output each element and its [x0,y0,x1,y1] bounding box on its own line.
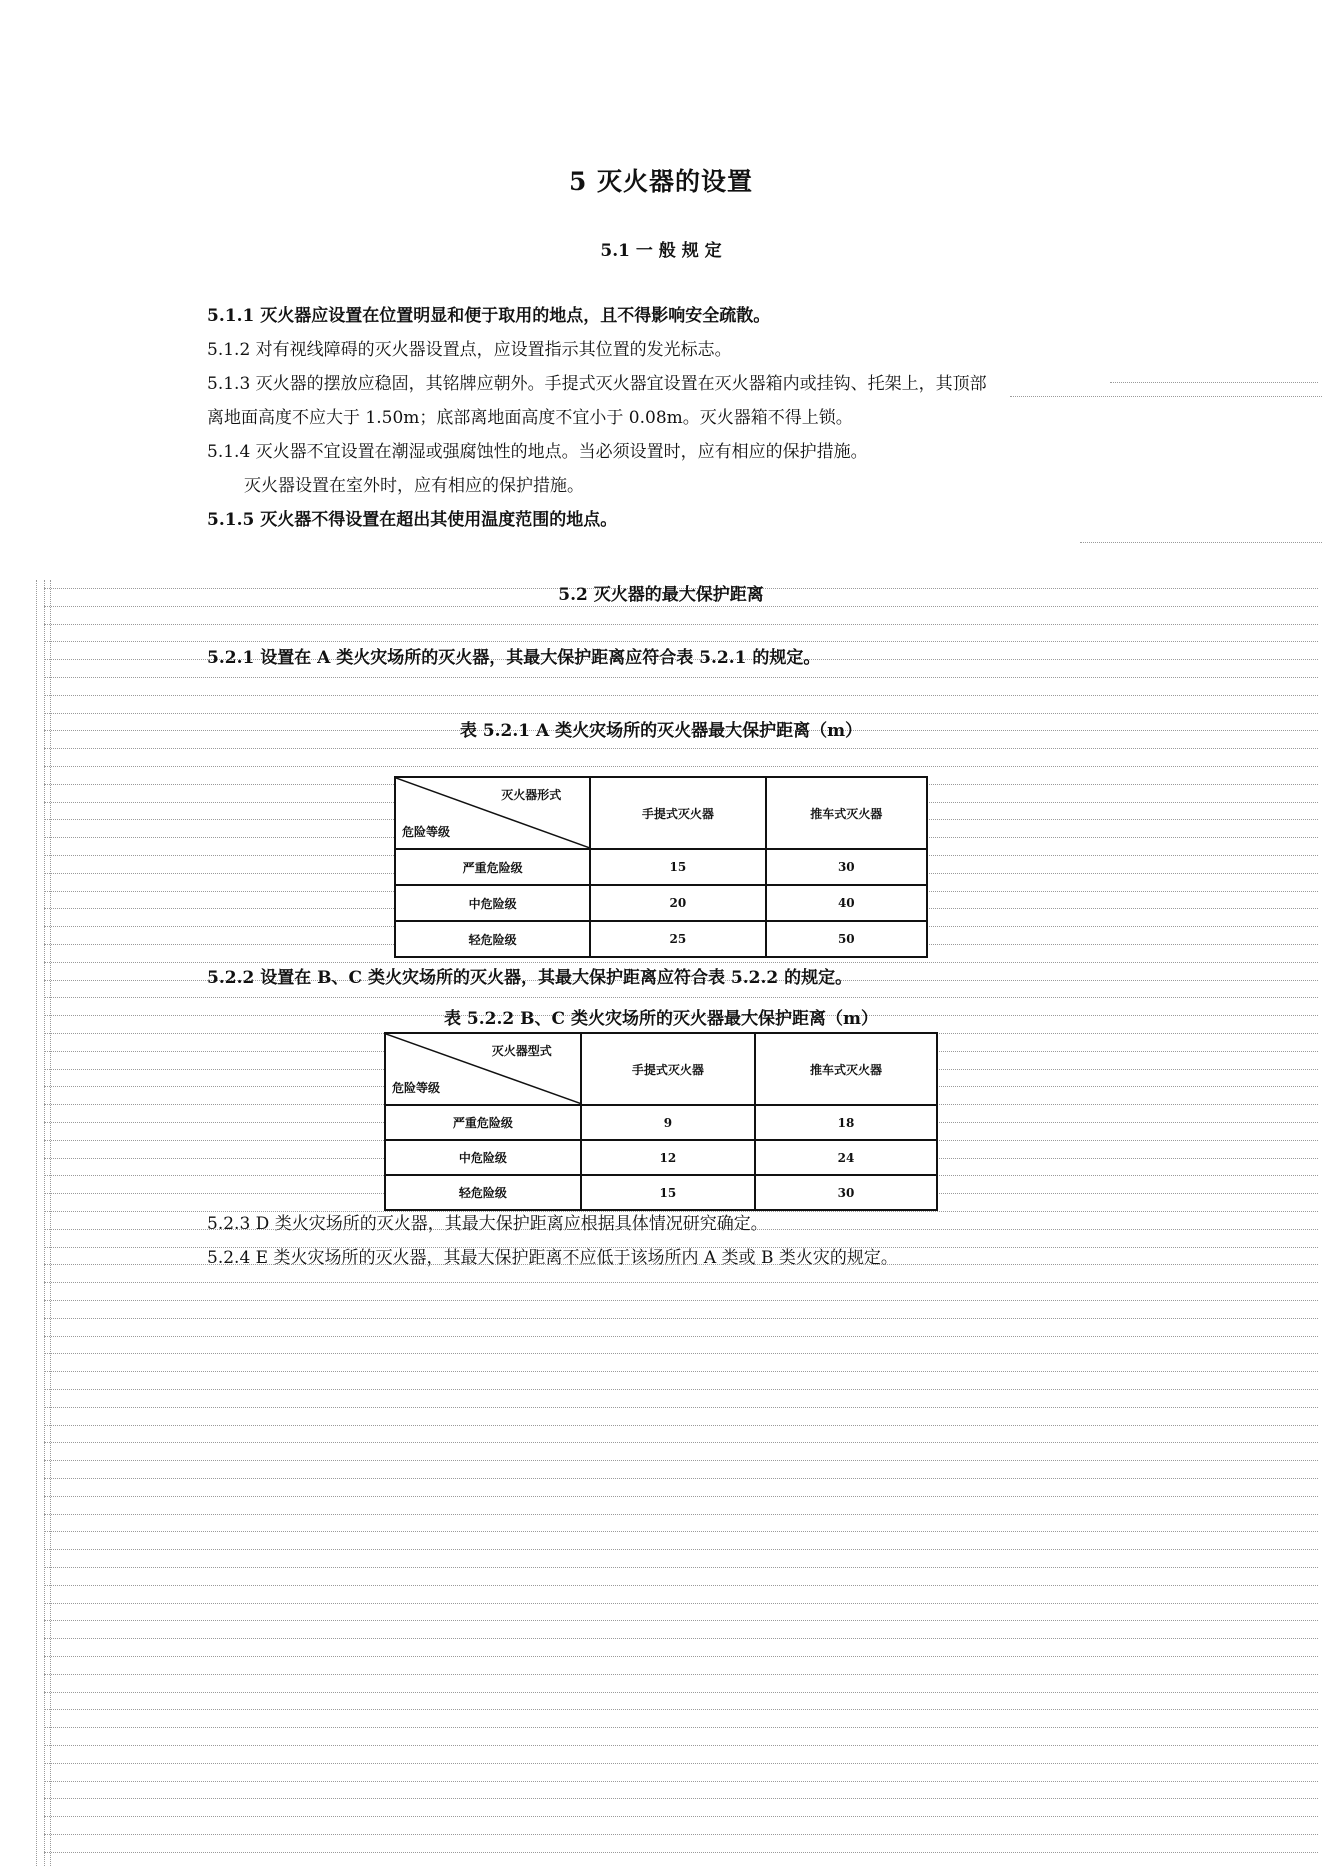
cell-portable: 9 [581,1105,755,1140]
clause-5-1-4-continued: 灭火器设置在室外时，应有相应的保护措施。 [244,476,584,496]
table-row [385,1175,937,1210]
table-header-corner [395,777,590,849]
corner-label-level: 危险等级 [392,1081,441,1095]
table-5-2-2-caption: 表 5.2.2 B、C 类火灾场所的灭火器最大保护距离（m） [444,1009,878,1029]
row-level: 严重危险级 [395,849,590,885]
section-title-5-2: 5.2 灭火器的最大保护距离 [558,585,764,605]
column-header-portable: 手提式灭火器 [581,1033,755,1105]
clause-5-2-4: 5.2.4 E 类火灾场所的灭火器，其最大保护距离不应低于该场所内 A 类或 B 类火灾的规定。 [207,1248,898,1268]
cell-portable: 20 [590,885,765,921]
cell-portable: 25 [590,921,765,957]
table-5-2-2 [384,1032,938,1211]
corner-label-type: 灭火器型式 [491,1044,552,1058]
corner-label-level: 危险等级 [402,825,451,839]
table-row [395,849,927,885]
cell-wheeled: 18 [755,1105,937,1140]
table-row [385,1105,937,1140]
column-header-wheeled: 推车式灭火器 [755,1033,937,1105]
clause-5-1-4: 5.1.4 灭火器不宜设置在潮湿或强腐蚀性的地点。当必须设置时，应有相应的保护措施。 [207,442,868,462]
cell-portable: 15 [590,849,765,885]
clause-5-1-1: 5.1.1 灭火器应设置在位置明显和便于取用的地点，且不得影响安全疏散。 [207,306,771,326]
cell-wheeled: 30 [755,1175,937,1210]
table-row [395,921,927,957]
row-level: 中危险级 [395,885,590,921]
column-header-portable: 手提式灭火器 [590,777,765,849]
chapter-title: 5 灭火器的设置 [568,167,754,196]
clause-5-2-1: 5.2.1 设置在 A 类火灾场所的灭火器，其最大保护距离应符合表 5.2.1 的规定。 [207,648,821,668]
row-level: 中危险级 [385,1140,581,1175]
clause-5-1-2: 5.1.2 对有视线障碍的灭火器设置点，应设置指示其位置的发光标志。 [207,340,732,360]
table-row [395,885,927,921]
cell-wheeled: 50 [766,921,927,957]
column-header-wheeled: 推车式灭火器 [766,777,927,849]
cell-portable: 15 [581,1175,755,1210]
table-5-2-1 [394,776,928,958]
row-level: 轻危险级 [395,921,590,957]
clause-5-1-3-continued: 离地面高度不应大于 1.50m；底部离地面高度不宜小于 0.08m。灭火器箱不得上锁。 [207,408,853,428]
cell-wheeled: 24 [755,1140,937,1175]
row-level: 轻危险级 [385,1175,581,1210]
clause-5-2-3: 5.2.3 D 类火灾场所的灭火器，其最大保护距离应根据具体情况研究确定。 [207,1214,768,1234]
cell-wheeled: 40 [766,885,927,921]
table-5-2-1-caption: 表 5.2.1 A 类火灾场所的灭火器最大保护距离（m） [459,721,863,741]
row-level: 严重危险级 [385,1105,581,1140]
section-title-5-1: 5.1 一 般 规 定 [600,241,722,261]
table-header-corner [385,1033,581,1105]
cell-portable: 12 [581,1140,755,1175]
cell-wheeled: 30 [766,849,927,885]
clause-5-2-2: 5.2.2 设置在 B、C 类火灾场所的灭火器，其最大保护距离应符合表 5.2.2 的规定。 [207,968,853,988]
clause-5-1-3: 5.1.3 灭火器的摆放应稳固，其铭牌应朝外。手提式灭火器宜设置在灭火器箱内或挂钩、托架上，其顶部 [207,374,987,394]
clause-5-1-5: 5.1.5 灭火器不得设置在超出其使用温度范围的地点。 [207,510,618,530]
corner-label-type: 灭火器形式 [501,788,562,802]
table-row [385,1140,937,1175]
